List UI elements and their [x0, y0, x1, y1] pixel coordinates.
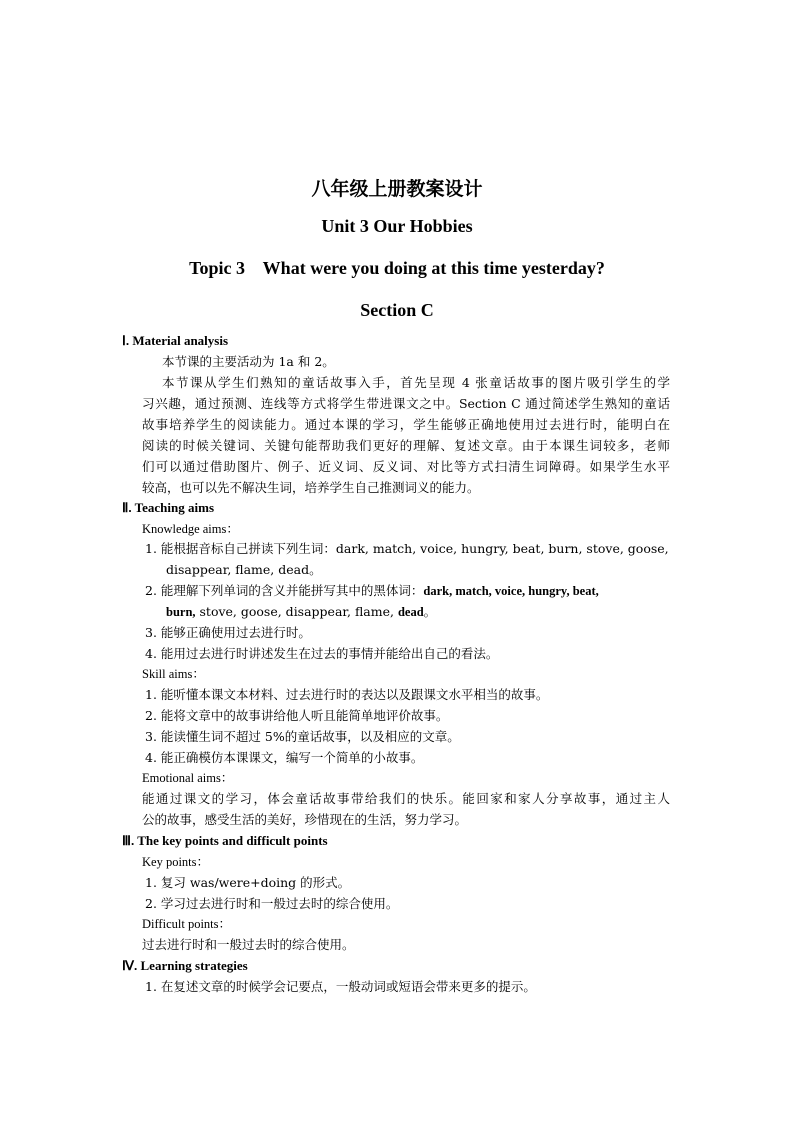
knowledge-aim-2-cont: burn, stove, goose, disappear, flame, dead。 [166, 604, 437, 619]
section-title: Section C [360, 300, 434, 320]
paragraph-line: 本节课从学生们熟知的童话故事入手，首先呈现 4 张童话故事的图片吸引学生的学 [162, 375, 670, 390]
difficult-point-1: 过去进行时和一般过去时的综合使用。 [142, 937, 355, 952]
key-point-1: 1. 复习 was/were+doing 的形式。 [145, 875, 351, 890]
knowledge-aim-2: 2. 能理解下列单词的含义并能拼写其中的黑体词：dark, match, voice, hungry, beat, [145, 583, 599, 598]
document-title-cn: 八年级上册教案设计 [311, 178, 483, 200]
skill-aims-label: Skill aims： [142, 667, 205, 681]
emotional-aims-label: Emotional aims： [142, 771, 234, 785]
key-point-2: 2. 学习过去进行时和一般过去时的综合使用。 [145, 896, 399, 911]
skill-aim-1: 1. 能听懂本课文本材料、过去进行时的表达以及跟课文水平相当的故事。 [145, 687, 549, 702]
paragraph-line: 故事培养学生的阅读能力。通过本课的学习，学生能够正确地使用过去进行时，能明白在 [142, 417, 670, 432]
skill-aim-3: 3. 能读懂生词不超过 5%的童话故事，以及相应的文章。 [145, 729, 460, 744]
learning-strategy-1: 1. 在复述文章的时候学会记要点，一般动词或短语会带来更多的提示。 [145, 979, 536, 994]
emotional-aim-line: 能通过课文的学习，体会童话故事带给我们的快乐。能回家和家人分享故事，通过主人 [142, 791, 670, 806]
emotional-aim-line: 公的故事，感受生活的美好，珍惜现在的生活，努力学习。 [142, 812, 468, 827]
skill-aim-2: 2. 能将文章中的故事讲给他人听且能简单地评价故事。 [145, 708, 449, 723]
paragraph-main-activity: 本节课的主要活动为 1a 和 2。 [162, 354, 335, 369]
key-points-label: Key points： [142, 855, 210, 869]
knowledge-aim-1-cont: disappear, flame, dead。 [166, 562, 322, 577]
heading-material-analysis: Ⅰ. Material analysis [122, 333, 229, 348]
knowledge-aim-4: 4. 能用过去进行时讲述发生在过去的事情并能给出自己的看法。 [145, 646, 499, 661]
paragraph-line: 们可以通过借助图片、例子、近义词、反义词、对比等方式扫清生词障碍。如果学生水平 [142, 459, 670, 474]
heading-learning-strategies: Ⅳ. Learning strategies [122, 958, 248, 973]
skill-aim-4: 4. 能正确模仿本课课文，编写一个简单的小故事。 [145, 750, 424, 765]
heading-teaching-aims: Ⅱ. Teaching aims [122, 500, 215, 515]
unit-title: Unit 3 Our Hobbies [321, 216, 473, 236]
heading-key-difficult-points: Ⅲ. The key points and difficult points [122, 833, 328, 848]
paragraph-line: 较高，也可以先不解决生词，培养学生自己推测词义的能力。 [142, 480, 480, 495]
knowledge-aims-label: Knowledge aims： [142, 522, 239, 536]
paragraph-line: 习兴趣，通过预测、连线等方式将学生带进课文之中。Section C 通过简述学生熟知的童话 [142, 396, 670, 411]
knowledge-aim-1: 1. 能根据音标自己拼读下列生词：dark, match, voice, hungry, beat, burn, stove, goose, [145, 541, 669, 556]
topic-title: Topic 3 What were you doing at this time yesterday? [189, 258, 605, 278]
difficult-points-label: Difficult points： [142, 917, 232, 931]
paragraph-line: 阅读的时候关键词、关键句能帮助我们更好的理解、复述文章。由于本课生词较多，老师 [142, 438, 670, 453]
knowledge-aim-3: 3. 能够正确使用过去进行时。 [145, 625, 311, 640]
